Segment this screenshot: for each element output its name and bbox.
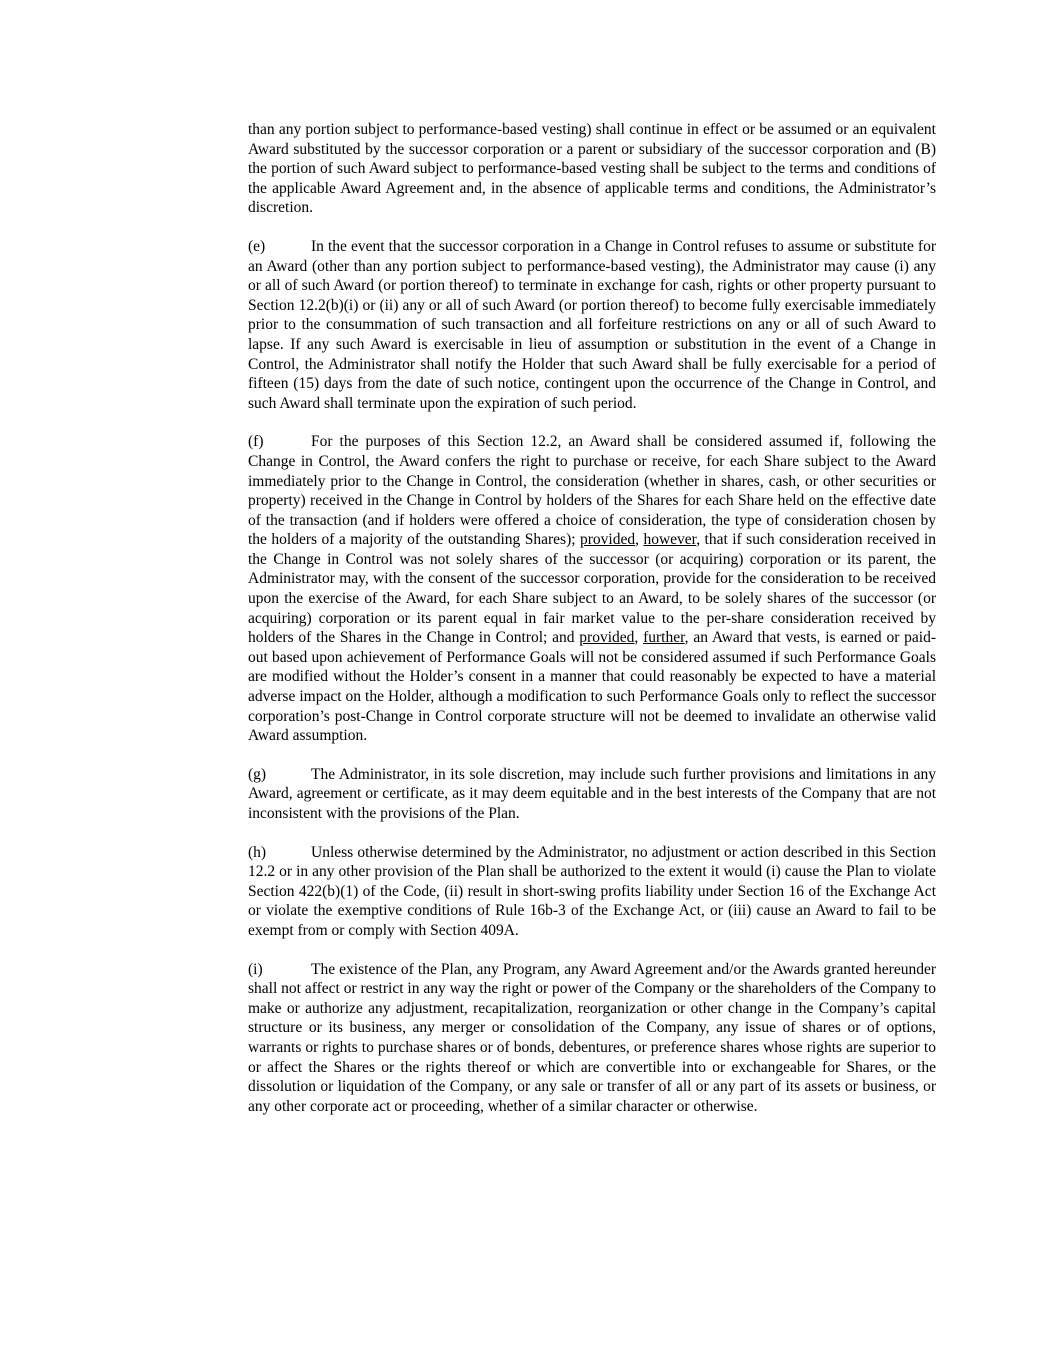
underlined-text: provided (580, 531, 636, 549)
paragraph (248, 960, 936, 1117)
paragraph-text: The existence of the Plan, any Program, any Award Agreement and/or the Awards granted hereunder shall not affect or restrict in any way the right or power of the Company or the shareholders of the Company to make or authorize any adjustment, recapitalization, reorganization or other change in the Company’s capital structure or its business, any merger or consolidation of the Company, any issue of shares or of options, warrants or rights to purchase shares or of bonds, debentures, or preference shares whose rights are superior to or affect the Shares or the rights thereof or which are convertible into or exchangeable for Shares, or the dissolution or liquidation of the Company, or any sale or transfer of all or any part of its assets or business, or any other corporate act or proceeding, whether of a similar character or otherwise. (248, 960, 936, 1115)
paragraph (248, 237, 936, 413)
underlined-text: however (643, 531, 697, 549)
paragraph-label: (h) (248, 843, 267, 861)
paragraph-label: (f) (248, 433, 264, 451)
document-body (248, 120, 936, 1116)
paragraph-text: , that if such consideration received in the Change in Control was not solely shares of the successor (or acquiring) corporation or its parent, the Administrator may, with the consent of the successor corporation, provide for the consideration to be received upon the exercise of the Award, for each Share subject to an Award, to be solely shares of the successor (or acquiring) corporation or its parent equal in fair market value to the per-share consideration received by holders of the Shares in the Change in Control; and (248, 531, 937, 647)
paragraph-text: than any portion subject to performance-based vesting) shall continue in effect or be assumed or an equivalent Award substituted by the successor corporation or a parent or subsidiary of the successor corporation and (B) the portion of such Award subject to performance-based vesting shall be subject to the terms and conditions of the applicable Award Agreement and, in the absence of applicable terms and conditions, the Administrator’s discretion. (248, 121, 936, 217)
paragraph-text: The Administrator, in its sole discretion, may include such further provisions and limitations in any Award, agreement or certificate, as it may deem equitable and in the best interests of the Company that are not inconsistent with the provisions of the Plan. (248, 765, 936, 822)
paragraph-text: Unless otherwise determined by the Administrator, no adjustment or action described in this Section 12.2 or in any other provision of the Plan shall be authorized to the extent it would (i) cause the Plan to violate Section 422(b)(1) of the Code, (ii) result in short-swing profits liability under Section 16 of the Exchange Act or violate the exemptive conditions of Rule 16b-3 of the Exchange Act, or (iii) cause an Award to fail to be exempt from or comply with Section 409A. (248, 843, 936, 939)
paragraph-text: , an Award that vests, is earned or paid-out based upon achievement of Performance Goals will not be considered assumed if such Performance Goals are modified without the Holder’s consent in a manner that could reasonably be expected to have a material adverse impact on the Holder, although a modification to such Performance Goals only to reflect the successor corporation’s post-Change in Control corporate structure will not be deemed to invalidate an otherwise valid Award assumption. (248, 629, 937, 745)
paragraph (248, 120, 936, 218)
paragraph-label: (i) (248, 960, 263, 978)
paragraph (248, 432, 936, 746)
paragraph (248, 765, 936, 824)
paragraph (248, 843, 936, 941)
paragraph-text: , (635, 531, 644, 549)
paragraph-text: , (634, 629, 644, 647)
paragraph-label: (g) (248, 765, 267, 783)
paragraph-text: For the purposes of this Section 12.2, an Award shall be considered assumed if, following the Change in Control, the Award confers the right to purchase or receive, for each Share subject to the Award immediately prior to the Change in Control, the consideration (whether in shares, cash, or other securities or property) received in the Change in Control by holders of the Shares for each Share held on the effective date of the transaction (and if holders were offered a choice of consideration, the type of consideration chosen by the holders of a majority of the outstanding Shares); (248, 433, 936, 549)
paragraph-text: In the event that the successor corporation in a Change in Control refuses to assume or substitute for an Award (other than any portion subject to performance-based vesting), the Administrator may cause (i) any or all of such Award (or portion thereof) to terminate in exchange for cash, rights or other property pursuant to Section 12.2(b)(i) or (ii) any or all of such Award (or portion thereof) to become fully exercisable immediately prior to the consummation of such transaction and all forfeiture restrictions on any or all of such Award to lapse. If any such Award is exercisable in lieu of assumption or substitution in the event of a Change in Control, the Administrator shall notify the Holder that such Award shall be fully exercisable for a period of fifteen (15) days from the date of such notice, contingent upon the occurrence of the Change in Control, and such Award shall terminate upon the expiration of such period. (248, 237, 936, 412)
paragraph-label: (e) (248, 237, 266, 255)
underlined-text: provided (579, 629, 635, 647)
underlined-text: further (643, 629, 685, 647)
